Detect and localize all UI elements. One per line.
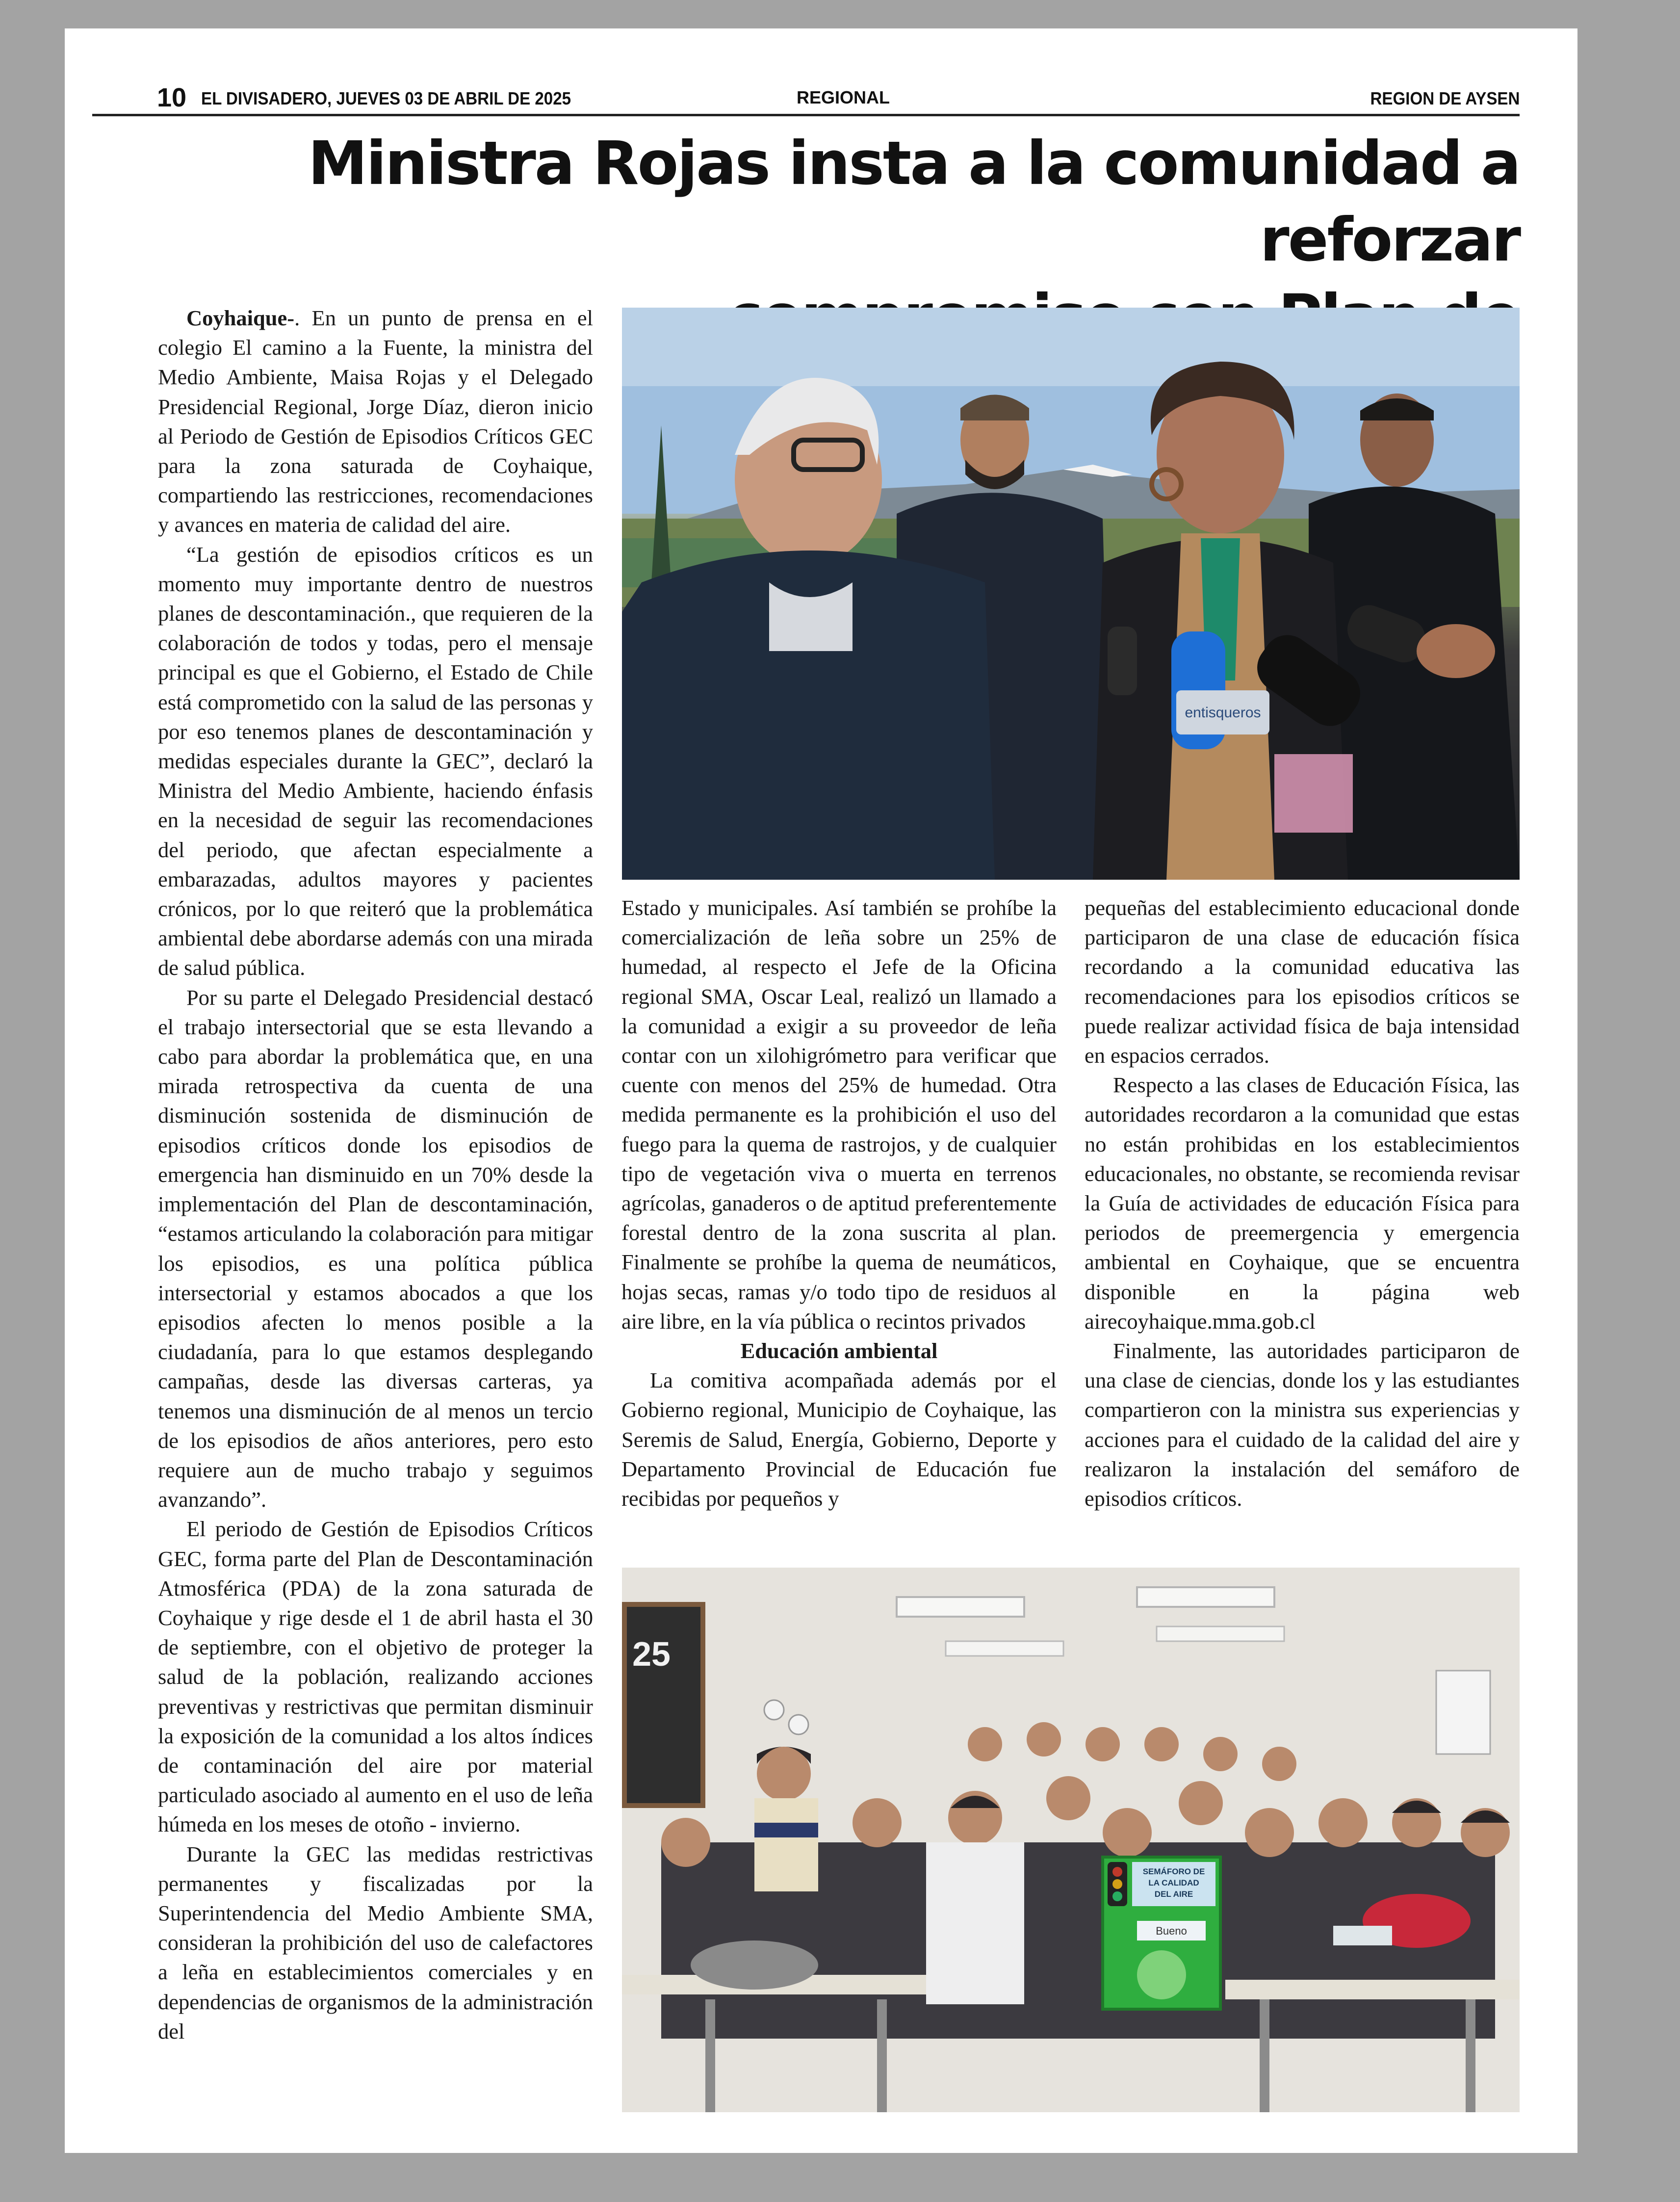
lead-paragraph-text: . En un punto de prensa en el colegio El camino a la Fuente, la ministra del Medio Ambiente, Maisa Rojas y el Delegado Presidencial Regional, Jorge Díaz, dieron inicio al Periodo de Gestión de Episodios Críticos GEC para la zona saturada de Coyhaique, compartiendo las restricciones, recomendaciones y avances en materia de calidad del aire. bbox=[158, 306, 593, 537]
dateline: Coyhaique- bbox=[186, 306, 295, 330]
paragraph-comitiva: La comitiva acompañada además por el Gobierno regional, Municipio de Coyhaique, las Seremis de Salud, Energía, Gobierno, Deporte y Departamento Provincial de Educación fue recibidas por pequeños y bbox=[621, 1368, 1057, 1511]
sign-line-3: DEL AIRE bbox=[1154, 1889, 1193, 1899]
press-conference-illustration bbox=[622, 308, 1520, 880]
section-label: REGIONAL bbox=[797, 87, 890, 107]
paragraph-comitiva-cont: pequeñas del establecimiento educacional donde participaron de una clase de educación física recordando a la comunidad educativa las recomendaciones para los episodios críticos se puede realizar actividad física de baja intensidad en espacios cerrados. bbox=[1085, 895, 1520, 1068]
board-number: 25 bbox=[632, 1635, 671, 1673]
page-number: 10 bbox=[157, 83, 187, 112]
paragraph-restrictions-cont: Estado y municipales. Así también se prohíbe la comercialización de leña sobre un 25% de humedad, al respecto el Jefe de la Oficina regional SMA, Oscar Leal, realizó un llamado a la comunidad a exigir a su proveedor de leña contar con un xilohigrómetro para verificar que cuente con menos del 25% de humedad. Otra medida permanente es la prohibición el uso del fuego para la quema de rastrojos, y de cualquier tipo de vegetación viva o muerta en terrenos agrícolas, ganaderos o de aptitud preferentemente forestal dentro de la zona suscrita al plan. Finalmente se prohíbe la quema de neumáticos, hojas secas, ramas y/o todo tipo de residuos al aire libre, en la vía pública o recintos privados bbox=[621, 895, 1057, 1334]
paragraph-restrictions: Durante la GEC las medidas restrictivas permanentes y fiscalizadas por la Superintendencia del Medio Ambiente SMA, consideran la prohibición del uso de calefactores a leña en establecimientos comerciales y en dependencias de organismos de la administración del bbox=[158, 1841, 593, 2044]
article-column-2 bbox=[621, 893, 1057, 1513]
page-header bbox=[92, 83, 1520, 116]
article-column-1 bbox=[158, 303, 593, 2046]
mic-label: entisqueros bbox=[1185, 705, 1261, 721]
paragraph-delegado: Por su parte el Delegado Presidencial destacó el trabajo intersectorial que se esta llevando a cabo para abordar la problemática que, en una mirada retrospectiva da cuenta de una disminución sostenida de disminución de episodios críticos donde los episodios de emergencia han disminuido en un 70% desde la implementación del Plan de descontaminación, “estamos articulando la colaboración para mitigar los episodios, es una política pública intersectorial y estamos abocados a que los episodios afecten lo menos posible a la ciudadanía, para lo que estamos desplegando campañas, desde las diversas carteras, ya tenemos una disminución de al menos un tercio de los episodios de años anteriores, pero esto requiere aun de mucho trabajo y seguimos avanzando”. bbox=[158, 985, 593, 1512]
classroom-photo bbox=[622, 1568, 1520, 2112]
headline-line-1: Ministra Rojas insta a la comunidad a reforzar bbox=[308, 129, 1520, 275]
sign-line-2: LA CALIDAD bbox=[1148, 1878, 1199, 1887]
paragraph-gec-period: El periodo de Gestión de Episodios Críticos GEC, forma parte del Plan de Descontaminación Atmosférica (PDA) de la zona saturada de Coyhaique y rige desde el 1 de abril hasta el 30 de septiembre, con el objetivo de proteger la salud de la población, realizando acciones preventivas y restrictivas que permitan disminuir la exposición de la comunidad a los altos índices de contaminación del aire por material particulado asociado al aumento en el uso de leña húmeda en los meses de otoño - invierno. bbox=[158, 1517, 593, 1837]
paragraph-quote-minister: “La gestión de episodios críticos es un momento muy importante dentro de nuestros planes de descontaminación., que requieren de la colaboración de todos y todas, pero el mensaje principal es que el Gobierno, el Estado de Chile está comprometido con la salud de las personas y por eso tenemos planes de descontaminación y medidas especiales durante la GEC”, declaró la Ministra del Medio Ambiente, haciendo énfasis en la necesidad de seguir las recomendaciones del periodo, que afectan especialmente a embarazadas, adultos mayores y pacientes crónicos, por lo que reiteró que la problemática ambiental debe abordarse además con una mirada de salud pública. bbox=[158, 542, 593, 980]
press-conference-photo bbox=[622, 308, 1520, 880]
lead-paragraph bbox=[158, 303, 593, 540]
article-column-3 bbox=[1085, 893, 1520, 1513]
region-label: REGION DE AYSEN bbox=[1370, 88, 1520, 108]
paragraph-science-class: Finalmente, las autoridades participaron de una clase de ciencias, donde los y las estudiantes compartieron con la ministra sus experiencias y acciones para el cuidado de la calidad del aire y realizaron la instalación del semáforo de episodios críticos. bbox=[1085, 1338, 1520, 1511]
sign-line-1: SEMÁFORO DE bbox=[1142, 1867, 1205, 1876]
paragraph-physical-education: Respecto a las clases de Educación Física, las autoridades recordaron a la comunidad que estas no están prohibidas en los establecimientos educacionales, no obstante, se recomienda revisar la Guía de actividades de educación Física para periodos de preemergencia y emergencia ambiental en Coyhaique, que se encuentra disponible en la página web airecoyhaique.mma.gob.cl bbox=[1085, 1073, 1520, 1334]
classroom-illustration bbox=[622, 1568, 1520, 2112]
publication-date: EL DIVISADERO, JUEVES 03 DE ABRIL DE 2025 bbox=[201, 88, 571, 108]
sign-status: Bueno bbox=[1156, 1925, 1187, 1937]
subheading: Educación ambiental bbox=[740, 1338, 938, 1363]
